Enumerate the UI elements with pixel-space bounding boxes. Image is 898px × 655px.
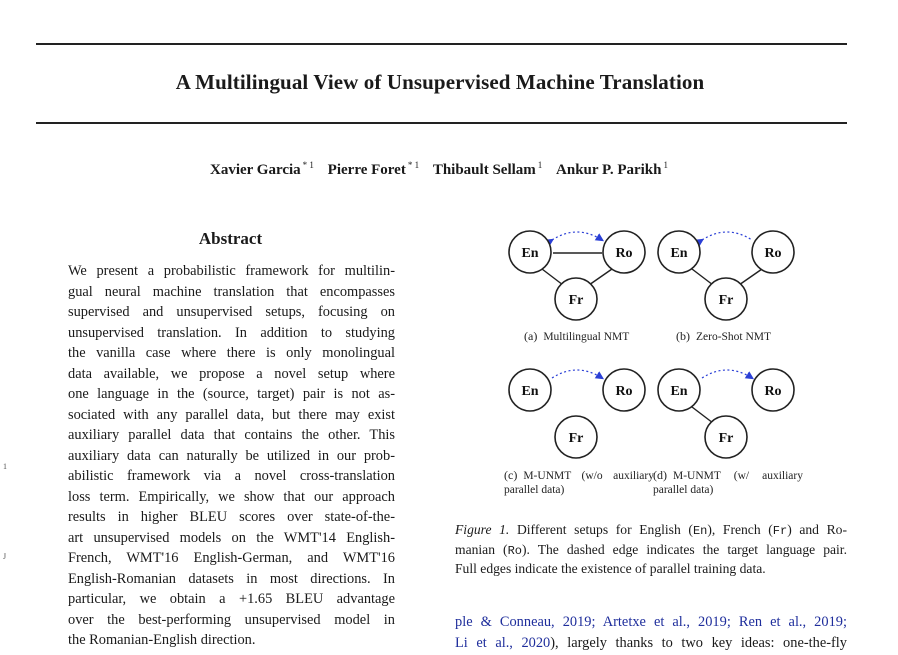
abstract-line: results in higher BLEU scores over state-of-the- bbox=[68, 509, 395, 525]
node-fr-label: Fr bbox=[718, 431, 734, 446]
author-3: Thibault Sellam $^1$ bbox=[432, 160, 543, 178]
abstract-line: unsupervised translation. In addition to studying bbox=[68, 324, 395, 341]
body-line: Li et al., 2020), largely thanks to two key ideas: one-the-fly bbox=[455, 635, 847, 651]
node-ro-label: Ro bbox=[764, 246, 782, 261]
subfigure-b-graph bbox=[658, 231, 794, 320]
paper-title: A Multilingual View of Unsupervised Machine Translation bbox=[175, 70, 705, 94]
node-fr-label: Fr bbox=[568, 293, 584, 308]
edge-ro-fr bbox=[739, 269, 762, 285]
citation-link[interactable]: ple & Conneau, 2019; bbox=[455, 614, 596, 630]
abstract-line: abilistic framework via a novel cross-translation bbox=[68, 468, 395, 484]
top-rule bbox=[36, 43, 847, 45]
node-en-label: En bbox=[670, 384, 688, 399]
caption-line: Full edges indicate the existence of parallel training data. bbox=[455, 561, 766, 576]
subfigure-b-caption: (b) Zero-Shot NMT bbox=[676, 329, 772, 343]
body-line bbox=[455, 612, 847, 633]
figure-1 bbox=[496, 222, 836, 507]
author-4: Ankur P. Parikh $^1$ bbox=[556, 160, 668, 178]
abstract-line: auxiliary parallel data that contains the other. This bbox=[68, 427, 395, 443]
figure-graphs bbox=[496, 222, 836, 507]
margin-line-number: J bbox=[3, 552, 7, 561]
target-pair-dashed-edge bbox=[552, 370, 602, 378]
abstract-line: the vanilla case where there is only monolingual bbox=[68, 345, 395, 361]
citation-link[interactable]: Ren et al., 2019; bbox=[738, 614, 847, 630]
title-bottom-rule bbox=[36, 122, 847, 124]
node-ro-label: Ro bbox=[764, 384, 782, 399]
abstract-heading: Abstract bbox=[198, 229, 263, 248]
abstract-line: one language in the (source, target) pair is not as- bbox=[68, 386, 395, 402]
abstract-line: We present a probabilistic framework for multilin- bbox=[68, 263, 395, 279]
abstract-line: French, WMT'16 English-German, and WMT'16 bbox=[68, 550, 395, 566]
abstract-body bbox=[68, 261, 395, 651]
abstract-line: art unsupervised models on the WMT'14 English- bbox=[68, 529, 395, 546]
abstract-line: English-Romanian datasets in most directions. In bbox=[68, 570, 395, 587]
edge-en-fr bbox=[692, 269, 713, 285]
node-ro-label: Ro bbox=[615, 246, 633, 261]
figure-caption bbox=[455, 520, 847, 579]
target-pair-dashed-edge bbox=[702, 232, 752, 240]
abstract-line: data available, we propose a novel setup where bbox=[68, 365, 395, 382]
subfigure-a-caption: (a) Multilingual NMT bbox=[524, 329, 630, 343]
caption-line: Figure 1. Different setups for English (En), French (Fr) and Ro- bbox=[455, 522, 847, 538]
abstract-line: loss term. Empirically, we show that our approach bbox=[68, 488, 395, 505]
edge-ro-fr bbox=[589, 269, 612, 285]
node-fr-label: Fr bbox=[568, 431, 584, 446]
subfigure-d-graph bbox=[658, 369, 794, 458]
node-ro-label: Ro bbox=[615, 384, 633, 399]
margin-line-number: 1 bbox=[3, 462, 7, 471]
target-pair-dashed-edge bbox=[702, 370, 752, 378]
node-en-label: En bbox=[670, 246, 688, 261]
abstract-line: the Romanian-English direction. bbox=[68, 632, 256, 648]
author-2: Pierre Foret $^{* 1}$ bbox=[327, 160, 420, 178]
abstract-line: gual neural machine translation that encompasses bbox=[68, 283, 395, 300]
node-en-label: En bbox=[521, 384, 539, 399]
citation-link[interactable]: Artetxe et al., 2019; bbox=[602, 614, 731, 630]
abstract-line: auxiliary data can naturally be utilized in our prob- bbox=[68, 447, 395, 464]
caption-label: Figure 1. bbox=[455, 522, 510, 537]
edge-en-fr bbox=[542, 269, 563, 285]
subfigure-d-caption: (d) M-UNMT (w/ auxiliary parallel data) bbox=[653, 468, 803, 496]
citation-link[interactable]: Li et al., 2020 bbox=[455, 635, 551, 651]
body-text bbox=[455, 612, 847, 654]
subfigure-c-caption: (c) M-UNMT (w/o auxiliary parallel data) bbox=[504, 468, 654, 496]
abstract-line: supervised and unsupervised setups, focusing on bbox=[68, 304, 395, 320]
author-1: Xavier Garcia $^{* 1}$ bbox=[209, 160, 314, 178]
target-pair-dashed-edge bbox=[552, 232, 602, 240]
abstract-line: over the best-performing unsupervised model in bbox=[68, 611, 395, 628]
caption-line: manian (Ro). The dashed edge indicates the target language pair. bbox=[455, 541, 847, 558]
node-en-label: En bbox=[521, 246, 539, 261]
node-fr-label: Fr bbox=[718, 293, 734, 308]
subfigure-a-graph bbox=[509, 231, 645, 320]
abstract-line: particular, we obtain a +1.65 BLEU advantage bbox=[68, 591, 395, 607]
subfigure-c-graph bbox=[509, 369, 645, 458]
author-list bbox=[0, 160, 880, 179]
abstract-line: sociated with any parallel data, but there may exist bbox=[68, 406, 395, 423]
edge-en-fr bbox=[692, 407, 713, 423]
